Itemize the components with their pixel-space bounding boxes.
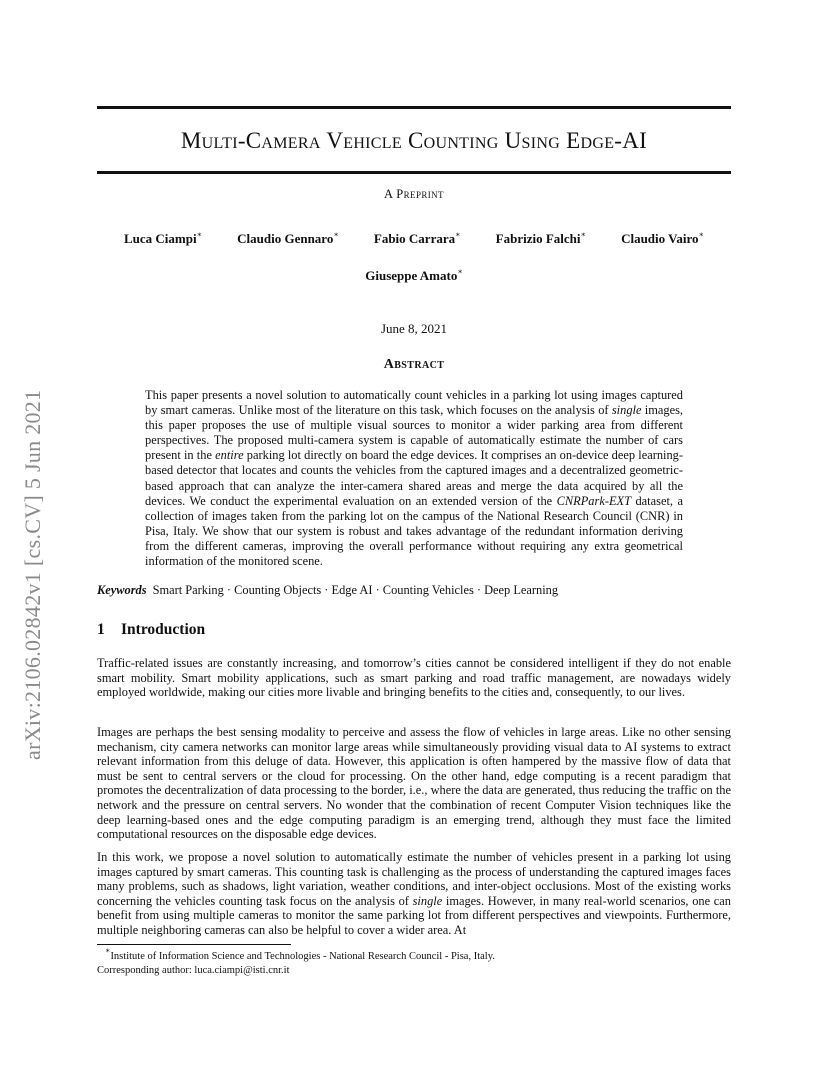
arxiv-identifier-stamp: arXiv:2106.02842v1 [cs.CV] 5 Jun 2021 [20,389,45,760]
body-paragraph: In this work, we propose a novel solution to automatically estimate the number of vehicles present in a parking lot using images captured by smart cameras. This counting task is challenging as the process of understanding the captured images faces many problems, such as shadows, light variation, weather conditions, and inter-object occlusions. Most of the existing works concerning the vehicles counting task focus on the analysis of single images. However, in many real-world scenarios, one can benefit from using multiple cameras to monitor the same parking lot from different perspectives and viewpoints. Furthermore, multiple neighboring cameras can also be helpful to cover a wider area. At [97,850,731,937]
author-list-second-row [97,268,731,284]
title-rule-bottom [97,171,731,174]
publication-date: June 8, 2021 [380,321,448,336]
author: Luca Ciampi∗ [124,230,203,246]
author: Claudio Vairo∗ [621,230,704,246]
abstract-text: This paper presents a novel solution to automatically count vehicles in a parking lot using images captured by smart cameras. Unlike most of the literature on this task, which focuses on the analysis of single images, this paper proposes the use of multiple visual sources to monitor a wider parking area from different perspectives. The proposed multi-camera system is capable of automatically estimate the number of cars present in the entire parking lot directly on board the edge devices. It comprises an on-device deep learning-based detector that locates and counts the vehicles from the captured images and a decentralized geometric-based approach that can analyze the inter-camera shared areas and merge the data acquired by all the devices. We conduct the experimental evaluation on an extended version of the CNRPark-EXT dataset, a collection of images taken from the parking lot on the campus of the National Research Council (CNR) in Pisa, Italy. We show that our system is robust and takes advantage of the redundant information deriving from the different cameras, improving the overall performance without requiring any extra geometrical information of the monitored scene. [145,388,683,569]
body-paragraph: Traffic-related issues are constantly increasing, and tomorrow’s cities cannot be considered intelligent if they do not enable smart mobility. Smart mobility applications, such as smart parking and road traffic management, are nowadays widely employed worldwide, making our cities more livable and bringing benefits to the cities and, consequently, to our lives. [97,656,731,700]
preprint-label: A Preprint [384,187,444,201]
author-list [97,231,731,247]
title-rule-top [97,106,731,109]
keywords-label: Keywords [97,583,147,597]
section-title: Introduction [121,621,206,638]
abstract-heading: Abstract [383,357,445,372]
footnote-corresponding-author: Corresponding author: luca.ciampi@isti.cnr.it [97,965,290,976]
keywords-list: Smart Parking · Counting Objects · Edge AI · Counting Vehicles · Deep Learning [152,583,559,597]
section-number: 1 [97,621,105,638]
author: Fabio Carrara∗ [373,230,461,246]
author: Giuseppe Amato∗ [365,267,463,283]
footnote-affiliation: ∗Institute of Information Science and Technologies - National Research Council - Pisa, Italy. [105,946,495,962]
section-heading-introduction [97,621,205,639]
author: Fabrizio Falchi∗ [495,230,586,246]
footnote-divider [97,944,291,945]
author: Claudio Gennaro∗ [237,230,339,246]
body-paragraph: Images are perhaps the best sensing modality to perceive and assess the flow of vehicles in large areas. Like no other sensing mechanism, city camera networks can monitor large areas while simultaneously providing visual data to AI systems to extract relevant information from this deluge of data. However, this application is often hampered by the massive flow of data that must be sent to central servers or the cloud for processing. On the other hand, edge computing is a recent paradigm that promotes the decentralization of data processing to the border, i.e., where the data are generated, thus reducing the traffic on the network and the pressure on central servers. No wonder that the combination of recent Computer Vision techniques like the deep learning-based ones and the edge computing paradigm is an emerging trend, although they must face the limited computational resources on the disposable edge devices. [97,725,731,842]
keywords-line [97,583,731,598]
paper-title: Multi-Camera Vehicle Counting Using Edge-AI [180,128,648,153]
